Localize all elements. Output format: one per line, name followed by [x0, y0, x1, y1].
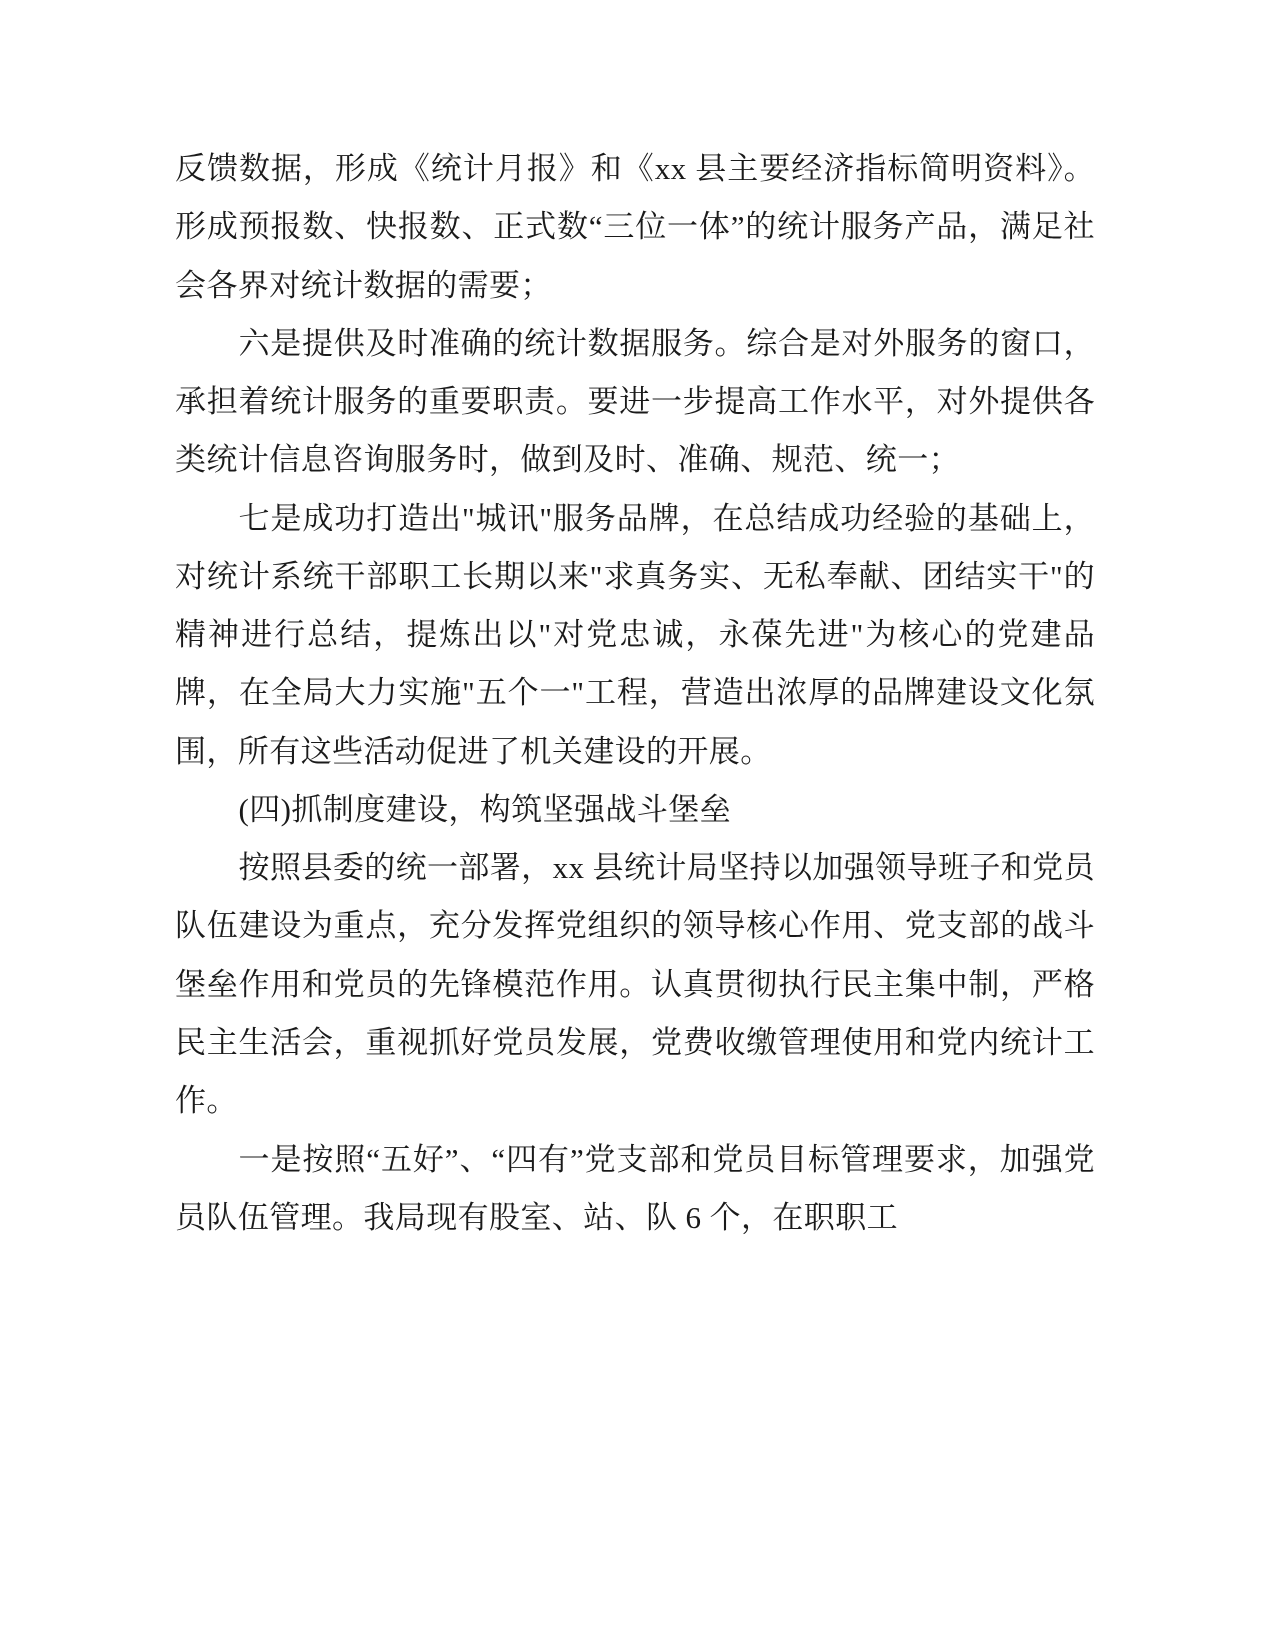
- paragraph-item-one-management: 一是按照“五好”、“四有”党支部和党员目标管理要求，加强党员队伍管理。我局现有股室、站、队 6 个，在职职工: [175, 1141, 1095, 1235]
- paragraph-item-six-data-service: 六是提供及时准确的统计数据服务。综合是对外服务的窗口，承担着统计服务的重要职责。要进一步提高工作水平，对外提供各类统计信息咨询服务时，做到及时、准确、规范、统一；: [175, 325, 1095, 478]
- paragraph-heading-section-four: (四)抓制度建设，构筑坚强战斗堡垒: [238, 791, 731, 827]
- document-body: [175, 140, 1095, 1247]
- paragraph-county-deployment: 按照县委的统一部署，xx 县统计局坚持以加强领导班子和党员队伍建设为重点，充分发挥党组织的领导核心作用、党支部的战斗堡垒作用和党员的先锋模范作用。认真贯彻执行民主集中制，严格民主生活会，重视抓好党员发展，党费收缴管理使用和党内统计工作。: [175, 850, 1095, 1119]
- paragraph-continued-feedback-data: 反馈数据，形成《统计月报》和《xx 县主要经济指标简明资料》。形成预报数、快报数、正式数“三位一体”的统计服务产品，满足社会各界对统计数据的需要；: [175, 151, 1095, 303]
- paragraph-item-seven-brand: 七是成功打造出"城讯"服务品牌，在总结成功经验的基础上，对统计系统干部职工长期以来"求真务实、无私奉献、团结实干"的精神进行总结，提炼出以"对党忠诚，永葆先进"为核心的党建品牌，在全局大力实施"五个一"工程，营造出浓厚的品牌建设文化氛围，所有这些活动促进了机关建设的开展。: [175, 500, 1095, 769]
